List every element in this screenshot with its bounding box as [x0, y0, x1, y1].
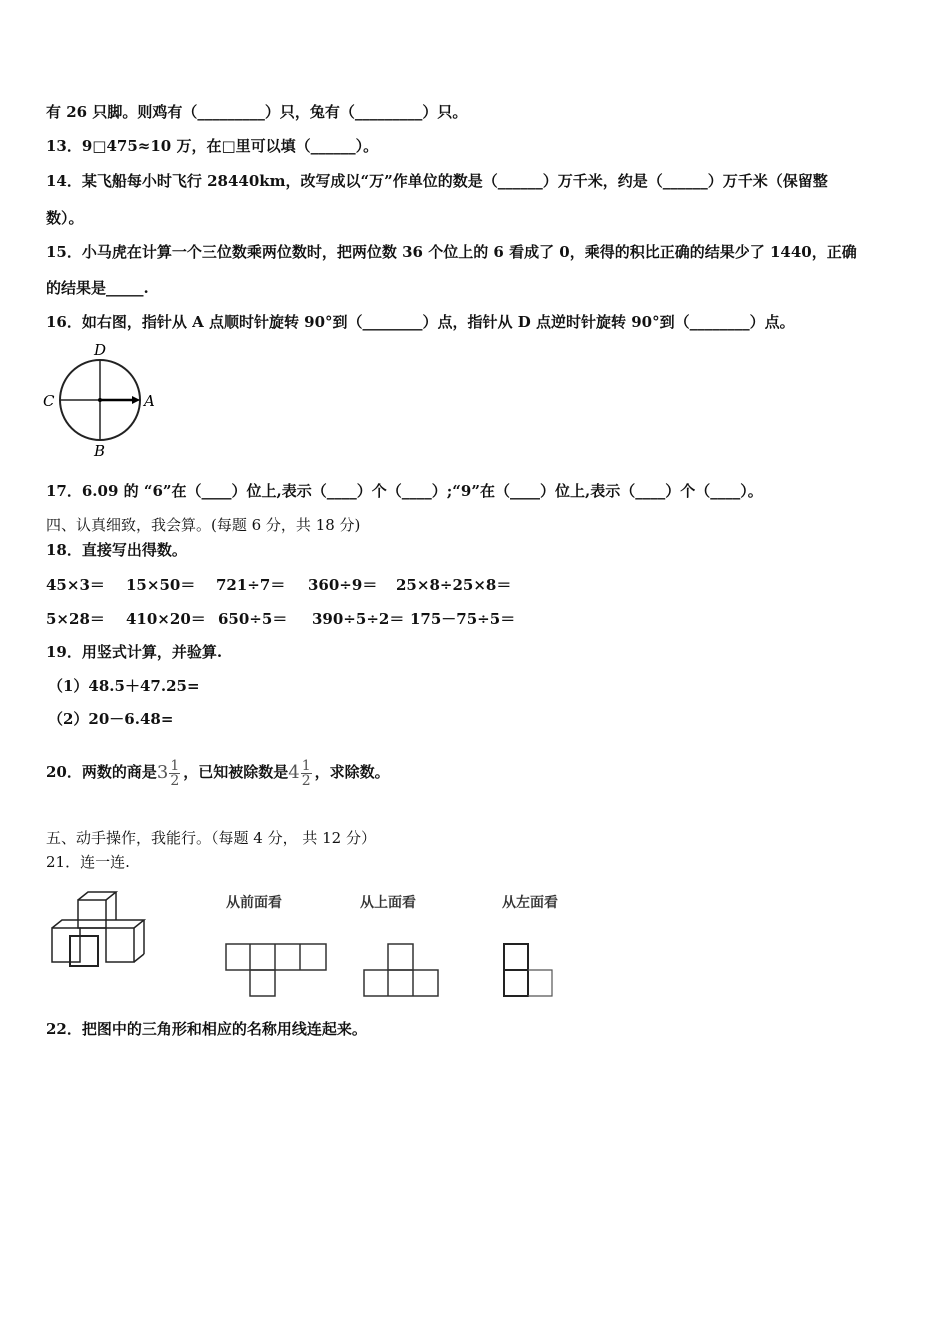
cube-stack-figure — [48, 888, 158, 973]
question-19-part-2: （2）20－6.48= — [48, 710, 174, 728]
question-22: 22．把图中的三角形和相应的名称用线连起来。 — [46, 1020, 367, 1038]
question-14: 14．某飞船每小时飞行 28440km，改写成以“万”作单位的数是（______）万千米，约是（______）万千米（保留整 — [46, 172, 828, 190]
question-15-cont: 的结果是_____. — [46, 279, 149, 297]
label-b: B — [94, 442, 106, 460]
calc-item: 360÷9＝ — [308, 576, 378, 594]
calc-item: 390÷5÷2＝ — [312, 610, 405, 628]
fraction-1-num: 1 — [170, 757, 180, 774]
calc-item: 25×8÷25×8＝ — [396, 576, 512, 594]
label-d: D — [94, 341, 107, 359]
calc-item: 175－75÷5＝ — [410, 610, 516, 628]
left-view-figure — [502, 942, 556, 998]
question-20 — [46, 752, 390, 793]
fraction-2 — [301, 759, 312, 788]
label-a: A — [144, 392, 155, 410]
question-20-text-b: ，已知被除数是 — [183, 763, 289, 781]
view-top-label: 从上面看 — [360, 895, 416, 911]
question-20-text-c: ，求除数。 — [314, 763, 390, 781]
fraction-1 — [169, 759, 180, 788]
fraction-1-den: 2 — [170, 772, 180, 789]
calc-item: 5×28＝ — [46, 610, 105, 628]
fraction-1-whole: 3 — [156, 762, 169, 783]
calc-item: 410×20＝ — [126, 610, 206, 628]
calc-item: 721÷7＝ — [216, 576, 286, 594]
fraction-2-num: 1 — [301, 757, 311, 774]
question-19: 19．用竖式计算，并验算. — [46, 643, 223, 661]
question-15: 15．小马虎在计算一个三位数乘两位数时，把两位数 36 个位上的 6 看成了 0，乘得的积比正确的结果少了 1440，正确 — [46, 243, 857, 261]
section-4-heading: 四、认真细致，我会算。(每题 6 分，共 18 分) — [46, 516, 361, 534]
section-5-heading: 五、动手操作，我能行。（每题 4 分， 共 12 分） — [46, 829, 376, 847]
question-19-part-1: （1）48.5＋47.25= — [48, 677, 200, 695]
top-view-figure — [362, 942, 440, 998]
view-front-label: 从前面看 — [226, 895, 282, 911]
question-16: 16．如右图，指针从 A 点顺时针旋转 90°到（________）点，指针从 D 点逆时针旋转 90°到（________）点。 — [46, 313, 795, 331]
question-21: 21．连一连. — [46, 853, 130, 871]
question-20-text-a: 20．两数的商是 — [46, 763, 157, 781]
question-14-cont: 数）。 — [46, 209, 84, 227]
question-13: 13．9□475≈10 万，在□里可以填（______）。 — [46, 137, 379, 155]
calc-item: 15×50＝ — [126, 576, 196, 594]
clock-circle-figure — [40, 340, 170, 465]
fraction-2-den: 2 — [301, 772, 311, 789]
question-17: 17．6.09 的 “6”在（____）位上,表示（____）个（____）;“9”在（____）位上,表示（____）个（____）。 — [46, 482, 763, 500]
label-c: C — [43, 392, 55, 410]
calc-item: 45×3＝ — [46, 576, 105, 594]
question-18: 18．直接写出得数。 — [46, 541, 187, 559]
view-left-label: 从左面看 — [502, 895, 558, 911]
fraction-2-whole: 4 — [288, 762, 300, 783]
calc-item: 650÷5＝ — [218, 610, 288, 628]
line-q12-end: 有 26 只脚。则鸡有（_________）只，兔有（_________）只。 — [46, 103, 468, 121]
front-view-figure — [224, 942, 328, 998]
